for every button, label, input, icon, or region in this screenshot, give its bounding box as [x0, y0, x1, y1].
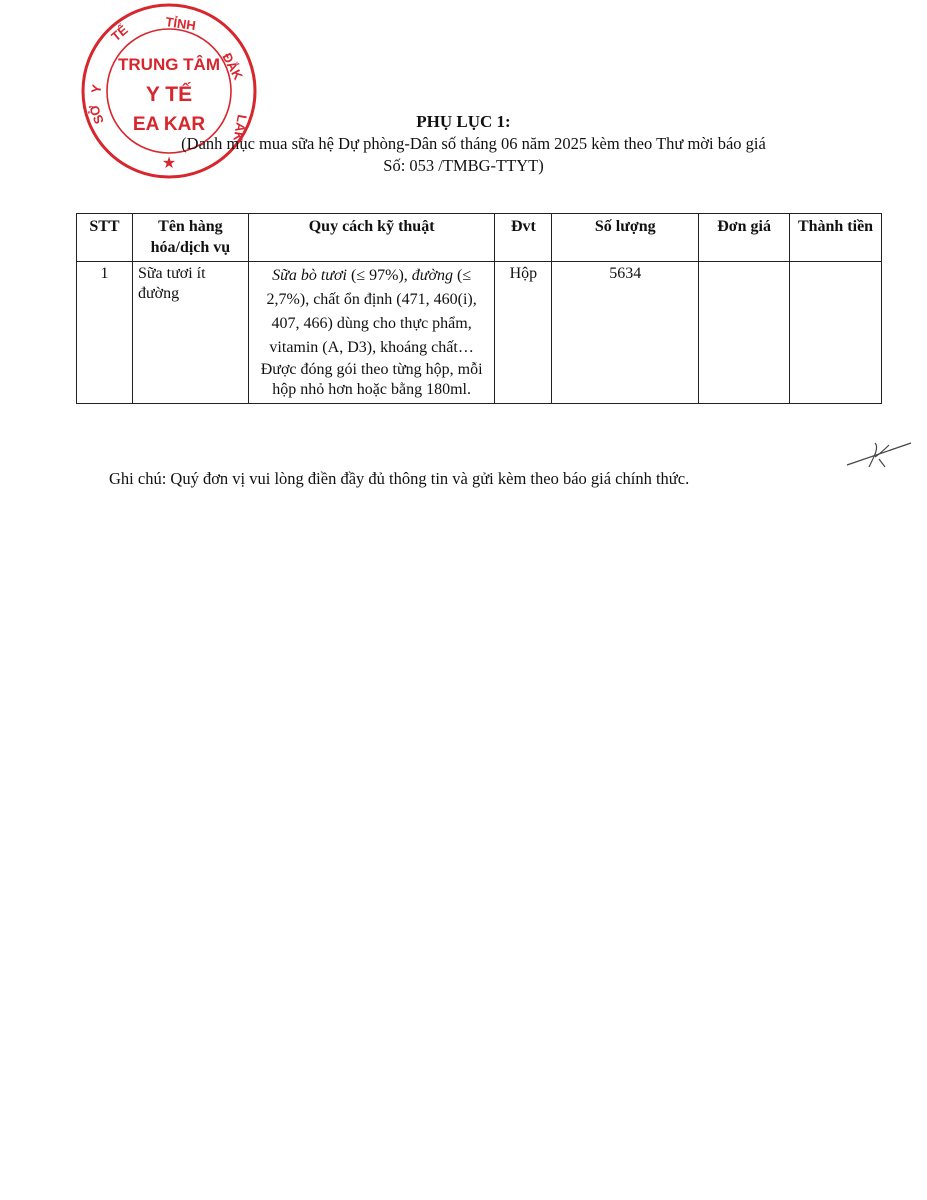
cell-quantity: 5634: [552, 261, 699, 403]
seal-ring-y: Y: [88, 83, 105, 95]
cell-unit: Hộp: [495, 261, 552, 403]
handwritten-initials: [845, 437, 913, 471]
table-header-row: [77, 214, 882, 262]
seal-ring-tinh: TỈNH: [164, 14, 197, 34]
table-row: [77, 261, 882, 403]
header-total: Thành tiền: [790, 214, 882, 262]
seal-line-3: EA KAR: [132, 114, 206, 135]
header-stt: STT: [77, 214, 133, 262]
cell-item-name: Sữa tươi ít đường: [132, 261, 248, 403]
seal-ring-dak: ĐẮK: [219, 50, 246, 83]
header-item-name: Tên hàng hóa/dịch vụ: [132, 214, 248, 262]
seal-ring-lak: LẮK: [230, 113, 250, 143]
seal-ring-so: SỞ: [85, 102, 107, 127]
seal-line-2: Y TẾ: [145, 83, 193, 106]
header-specification: Quy cách kỹ thuật: [248, 214, 495, 262]
items-table: [76, 213, 882, 404]
spec-packaging: Được đóng gói theo từng hộp, mỗi hộp nhỏ hơn hoặc bằng 180ml.: [260, 360, 483, 399]
note-text: Ghi chú: Quý đơn vị vui lòng điền đầy đủ thông tin và gửi kèm theo báo giá chính thức.: [109, 469, 690, 488]
cell-specification: [248, 261, 495, 403]
cell-unit-price[interactable]: [699, 261, 790, 403]
header-quantity: Số lượng: [552, 214, 699, 262]
appendix-subtitle: (Danh mục mua sữa hệ Dự phòng-Dân số tháng 06 năm 2025 kèm theo Thư mời báo giá: [181, 134, 766, 153]
cell-stt: 1: [77, 261, 133, 403]
seal-line-1: TRUNG TÂM: [118, 55, 220, 74]
seal-star-icon: ★: [161, 153, 177, 172]
spec-composition: Sữa bò tươi (≤ 97%), đường (≤ 2,7%), chất ổn định (471, 460(i), 407, 466) dùng cho thực phẩm, vitamin (A, D3), khoáng chất…: [266, 266, 477, 356]
seal-ring-te: TẾ: [108, 22, 131, 45]
header-unit-price: Đơn giá: [699, 214, 790, 262]
cell-total[interactable]: [790, 261, 882, 403]
appendix-title: PHỤ LỤC 1:: [416, 112, 511, 131]
document-number: Số: 053 /TMBG-TTYT): [383, 156, 544, 175]
header-unit: Đvt: [495, 214, 552, 262]
